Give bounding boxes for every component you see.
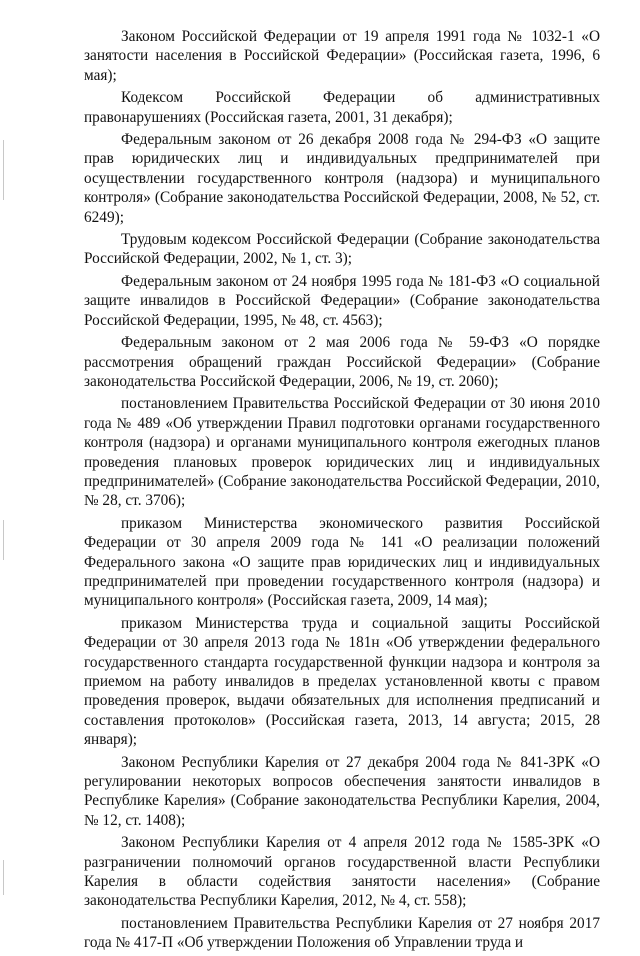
scan-edge-mark xyxy=(3,860,4,895)
legal-reference-paragraph: Трудовым кодексом Российской Федерации (Собрание законодательства Российской Федерации, 2002, № 1, ст. 3); xyxy=(84,231,600,268)
legal-reference-paragraph: Федеральным законом от 2 мая 2006 года № 59-ФЗ «О порядке рассмотрения обращений граждан Российской Федерации» (Собрание законодательства Российской Федерации, 2006, № 19, ст. 2060); xyxy=(84,334,600,390)
legal-reference-paragraph: приказом Министерства труда и социальной защиты Российской Федерации от 30 апреля 2013 года № 181н «Об утверждении федерального государственного стандарта государственной функции надзора и контроля за приемом на работу инвалидов в пределах установленной квоты с правом проведения проверок, выдачи обязательных для исполнения предписаний и составления протоколов» (Российская газета, 2013, 14 августа; 2015, 28 января); xyxy=(84,614,600,749)
scan-edge-mark xyxy=(3,140,4,200)
legal-reference-paragraph: Законом Российской Федерации от 19 апреля 1991 года № 1032-1 «О занятости населения в Российской Федерации» (Российская газета, 1996, 6 мая); xyxy=(84,28,600,84)
legal-reference-paragraph: постановлением Правительства Республики Карелия от 27 ноября 2017 года № 417-П «Об утверждении Положения об Управлении труда и xyxy=(84,914,600,952)
legal-reference-paragraph: Законом Республики Карелия от 27 декабря 2004 года № 841-ЗРК «О регулировании некоторых вопросов обеспечения занятости инвалидов в Республике Карелия» (Собрание законодательства Республики Карелия, 2004, № 12, ст. 1408); xyxy=(84,753,600,829)
scan-edge-mark xyxy=(3,520,4,560)
legal-reference-paragraph: постановлением Правительства Российской Федерации от 30 июня 2010 года № 489 «Об утверждении Правил подготовки органами государственного контроля (надзора) и органами муниципального контроля ежегодных планов проведения плановых проверок юридических лиц и индивидуальных предпринимателей» (Собрание законодательства Российской Федерации, 2010, № 28, ст. 3706); xyxy=(84,395,600,510)
legal-reference-paragraph: Кодексом Российской Федерации об административных правонарушениях (Российская газета, 2001, 31 декабря); xyxy=(84,89,600,126)
legal-reference-paragraph: приказом Министерства экономического развития Российской Федерации от 30 апреля 2009 года № 141 «О реализации положений Федерального закона «О защите прав юридических лиц и индивидуальных предпринимателей при проведении государственного контроля (надзора) и муниципального контроля» (Российская газета, 2009, 14 мая); xyxy=(84,514,600,610)
legal-reference-paragraph: Законом Республики Карелия от 4 апреля 2012 года № 1585-ЗРК «О разграничении полномочий органов государственной власти Республики Карелия в области содействия занятости населения» (Собрание законодательства Республики Карелия, 2012, № 4, ст. 558); xyxy=(84,834,600,910)
legal-reference-paragraph: Федеральным законом от 26 декабря 2008 года № 294-ФЗ «О защите прав юридических лиц и индивидуальных предпринимателей при осуществлении государственного контроля (надзора) и муниципального контроля» (Собрание законодательства Российской Федерации, 2008, № 52, ст. 6249); xyxy=(84,131,600,226)
document-page xyxy=(84,27,600,956)
legal-reference-paragraph: Федеральным законом от 24 ноября 1995 года № 181-ФЗ «О социальной защите инвалидов в Российской Федерации» (Собрание законодательства Российской Федерации, 1995, № 48, ст. 4563); xyxy=(84,272,600,329)
